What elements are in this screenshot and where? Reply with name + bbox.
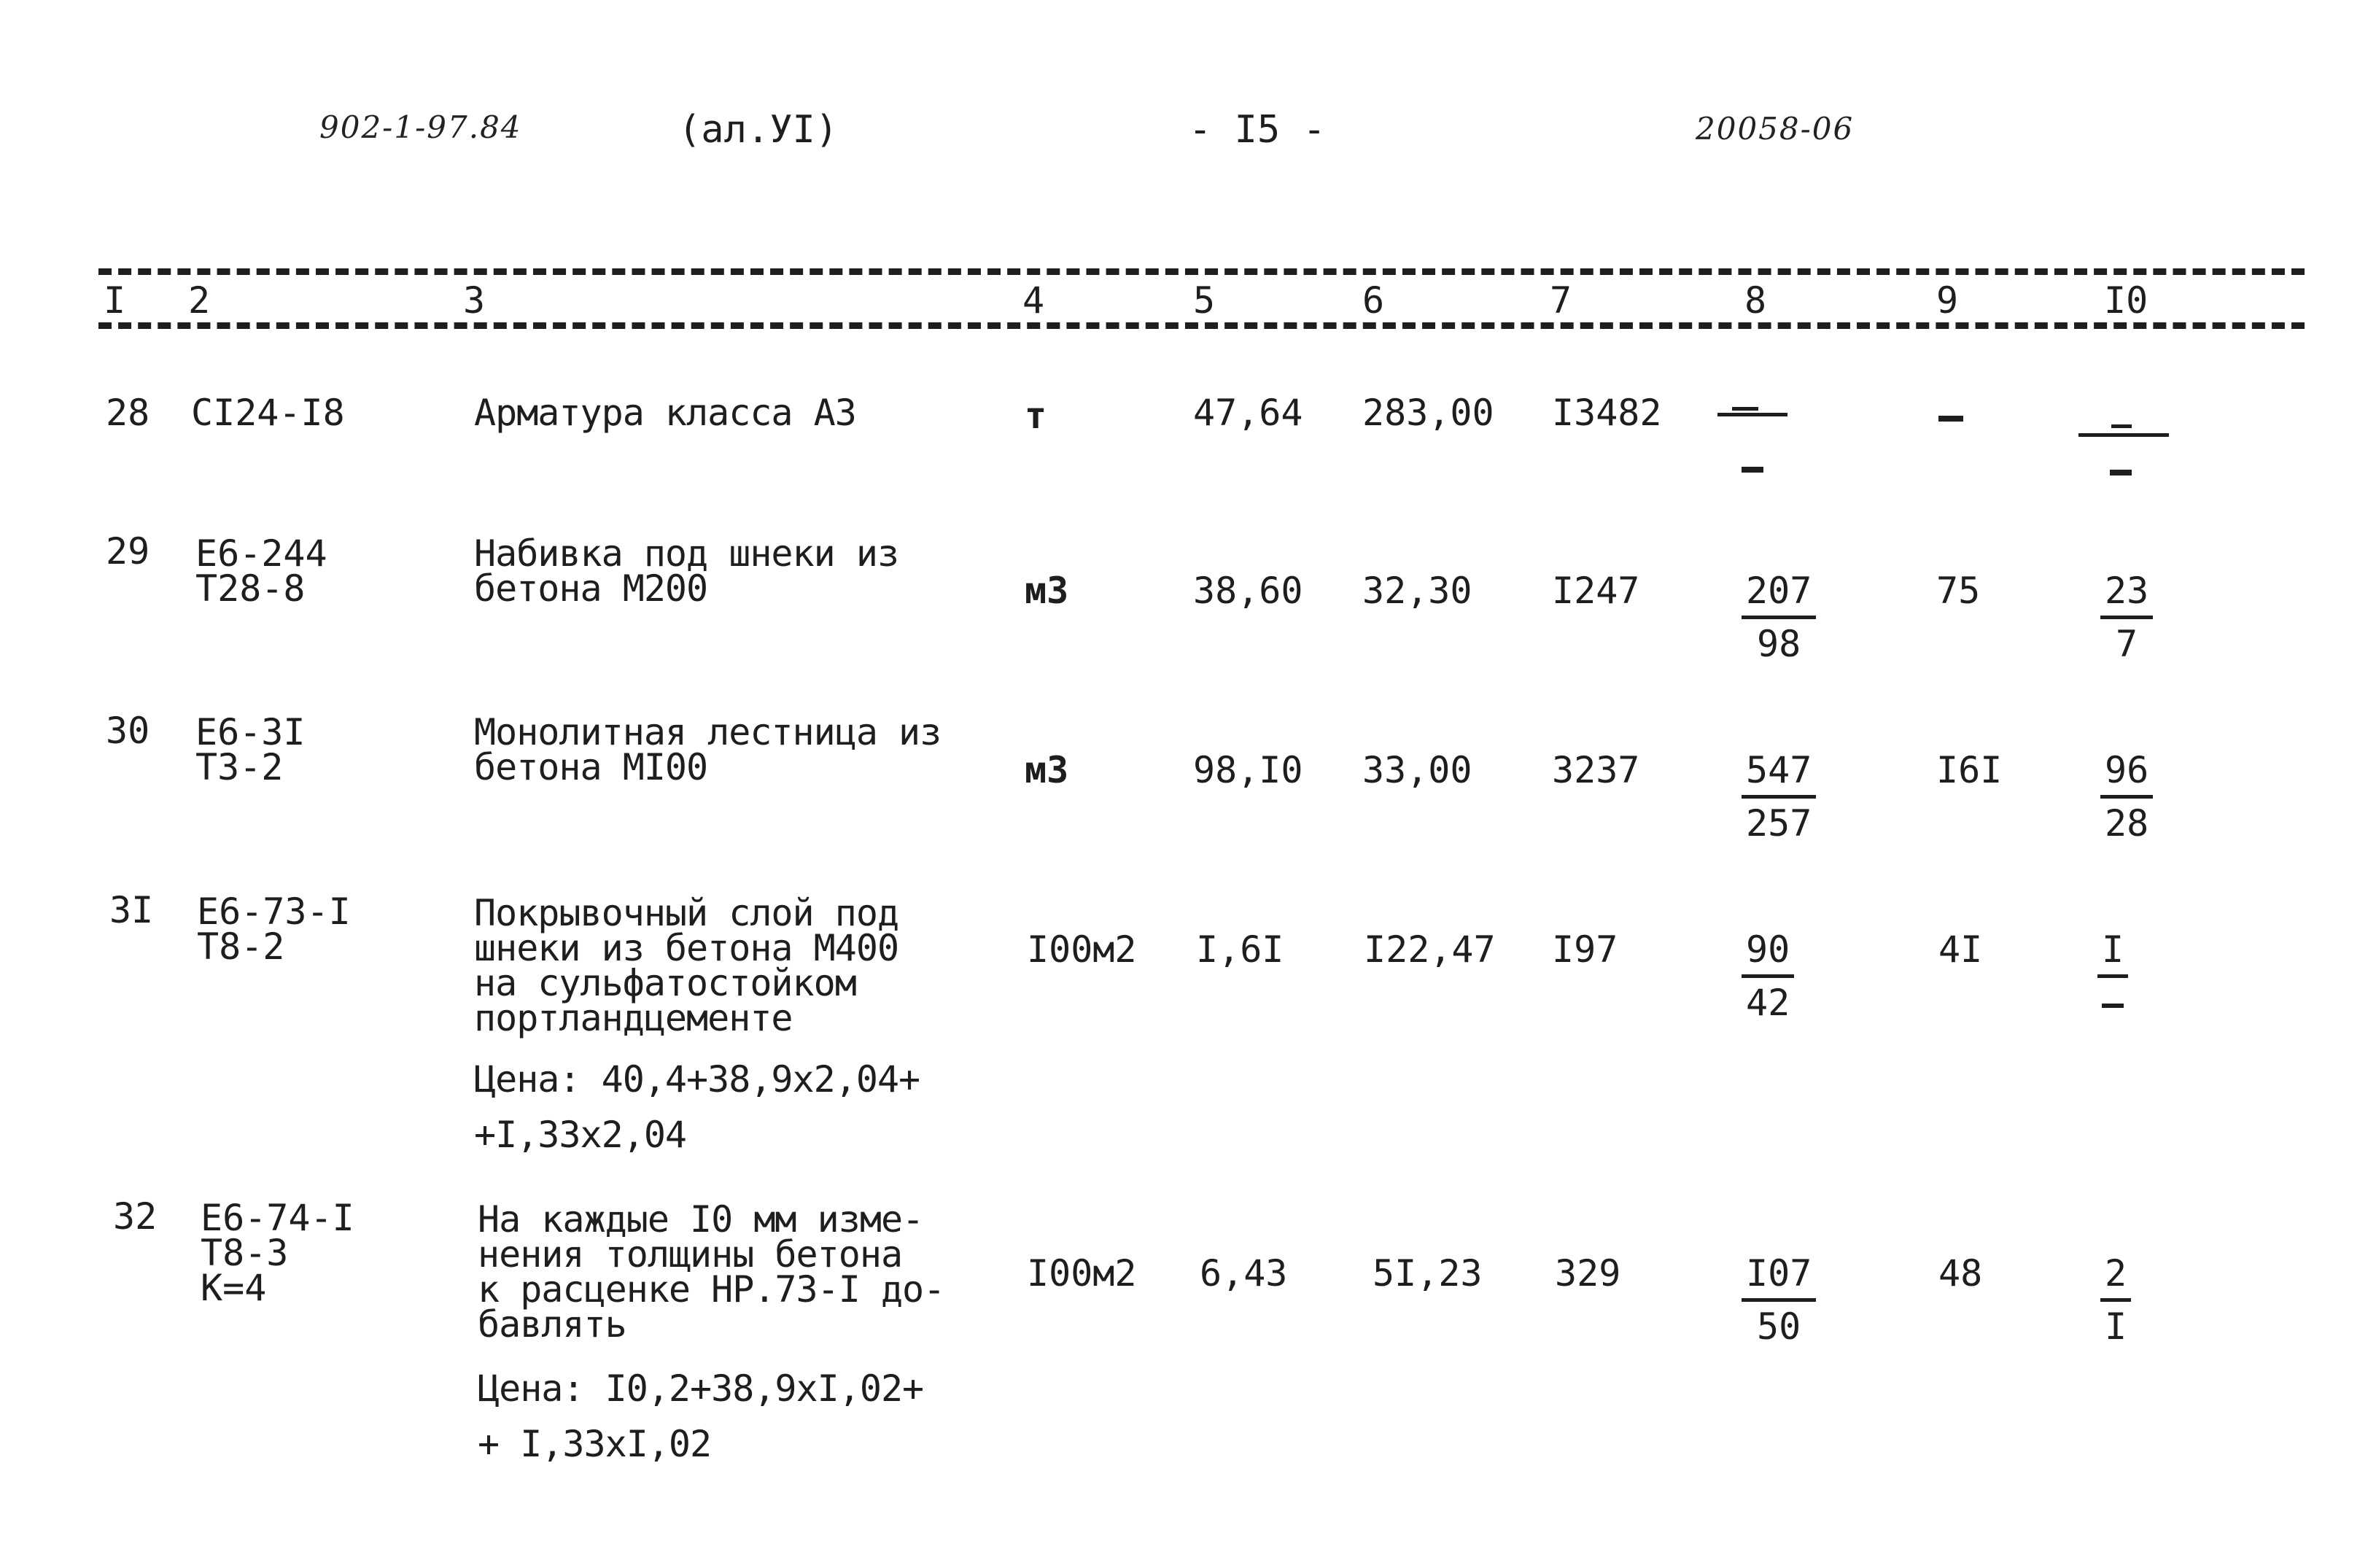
row-32-col9: 48 (1938, 1252, 1983, 1295)
row-29-description-line-2: бетона М200 (474, 567, 708, 610)
row-30-total: 3237 (1552, 749, 1640, 791)
row-32-description-line-4: бавлять (478, 1303, 626, 1346)
row-30-quantity: 98,I0 (1193, 749, 1303, 791)
row-31-col10-fraction (2097, 928, 2128, 1022)
row-32-col8-denominator: 50 (1757, 1305, 1801, 1348)
row-29-col10-denominator: 7 (2116, 623, 2138, 665)
row-29-code (195, 532, 327, 610)
row-31-description-line-1: Покрывочный слой под (474, 892, 899, 934)
row-31-col8-fraction (1742, 928, 1794, 1024)
document-code-handwritten: 902-1-97.84 (319, 109, 522, 145)
row-29-col10-fraction (2100, 572, 2153, 663)
row-31-unit: I00м2 (1027, 928, 1137, 971)
row-28-col10-bottom-dash (2110, 470, 2132, 476)
row-29-col9: 75 (1936, 570, 1981, 612)
row-32-description-line-3: к расценке НР.73-I до- (478, 1268, 945, 1311)
row-29-description (474, 532, 899, 610)
row-31-description-line-4: портландцементе (474, 997, 793, 1039)
row-30-code (195, 711, 306, 788)
row-31-number: 3I (109, 889, 154, 931)
row-30-description-line-2: бетона МI00 (474, 746, 708, 788)
row-30-col8-numerator: 547 (1742, 751, 1816, 799)
column-header-4: 4 (1022, 279, 1045, 322)
row-32-col10-fraction (2100, 1254, 2131, 1346)
row-31-col10-denominator (2097, 978, 2128, 1022)
row-32-description-line-1: На каждые I0 мм изме- (478, 1198, 924, 1241)
header-rule-bottom (98, 322, 2305, 329)
row-32-code-line-3: К=4 (201, 1267, 267, 1309)
document-number-handwritten: 20058-06 (1696, 111, 1855, 147)
row-28-col8-bottom-dash (1742, 467, 1763, 473)
row-31-quantity: I,6I (1196, 928, 1284, 971)
row-29-code-line-1: Е6-244 (195, 532, 327, 575)
row-28-col10-fraction-bar (2078, 433, 2169, 437)
row-30-description (474, 711, 942, 788)
row-29-col8-denominator: 98 (1757, 623, 1801, 665)
row-32-formula-line-1: Цена: I0,2+38,9хI,02+ (478, 1367, 924, 1410)
row-29-col8-numerator: 207 (1742, 572, 1816, 619)
row-30-col10-fraction (2100, 749, 2153, 845)
row-31-description (474, 892, 899, 1039)
row-31-col10-numerator: I (2097, 931, 2128, 978)
row-31-col9: 4I (1938, 928, 1983, 971)
column-header-6: 6 (1362, 279, 1385, 322)
row-31-code (197, 890, 351, 968)
row-28-col8-top-dash (1732, 407, 1758, 411)
row-31-formula-line-2: +I,33х2,04 (474, 1114, 687, 1156)
column-header-2: 2 (188, 279, 211, 322)
row-28-col9-dash (1938, 416, 1963, 422)
row-28-number: 28 (106, 392, 150, 434)
row-28-total: I3482 (1552, 392, 1662, 434)
row-32-price-formula (478, 1361, 923, 1472)
row-28-unit: т (1025, 395, 1047, 437)
row-31-col10-dash (2102, 1004, 2124, 1008)
row-32-description-line-2: нения толщины бетона (478, 1233, 903, 1276)
row-31-code-line-1: Е6-73-I (197, 890, 351, 933)
page-number: - I5 - (1189, 108, 1326, 152)
row-31-formula-line-1: Цена: 40,4+38,9х2,04+ (474, 1058, 920, 1101)
row-32-col10-numerator: 2 (2100, 1254, 2131, 1302)
row-31-price: I22,47 (1364, 928, 1496, 971)
header-rule-top (98, 268, 2305, 275)
column-header-10: I0 (2104, 279, 2148, 322)
row-30-code-line-2: Т3-2 (195, 746, 284, 788)
row-31-col8-numerator: 90 (1742, 931, 1794, 978)
column-header-7: 7 (1550, 279, 1572, 322)
row-28-code: CI24-I8 (191, 392, 345, 434)
row-30-col8-fraction (1742, 749, 1816, 845)
row-30-col10-denominator: 28 (2105, 802, 2149, 845)
column-header-5: 5 (1193, 279, 1216, 322)
column-header-8: 8 (1744, 279, 1767, 322)
row-29-quantity: 38,60 (1193, 570, 1303, 612)
row-30-code-line-1: Е6-3I (195, 711, 306, 753)
row-32-col8-fraction (1742, 1254, 1816, 1346)
row-30-col9: I6I (1936, 749, 2003, 791)
row-32-code-line-1: Е6-74-I (201, 1197, 354, 1239)
row-32-total: 329 (1555, 1252, 1621, 1295)
row-29-unit: м3 (1025, 570, 1069, 612)
row-29-description-line-1: Набивка под шнеки из (474, 532, 899, 575)
row-30-col10-numerator: 96 (2100, 751, 2153, 799)
row-30-col8-denominator: 257 (1746, 802, 1812, 845)
row-31-price-formula (474, 1052, 920, 1163)
row-32-col8-numerator: I07 (1742, 1254, 1816, 1302)
row-30-description-line-1: Монолитная лестница из (474, 711, 942, 753)
row-32-unit: I00м2 (1027, 1252, 1137, 1295)
row-31-description-line-3: на сульфатостойком (474, 962, 856, 1004)
row-28-price: 283,00 (1362, 392, 1494, 434)
row-31-total: I97 (1552, 928, 1618, 971)
row-32-description (478, 1198, 945, 1346)
row-31-description-line-2: шнеки из бетона М400 (474, 927, 899, 969)
row-29-col10-numerator: 23 (2100, 572, 2153, 619)
column-header-1: I (104, 279, 126, 322)
album-label: (ал.УI) (678, 108, 839, 152)
row-29-total: I247 (1552, 570, 1640, 612)
row-32-number: 32 (113, 1195, 158, 1238)
row-29-code-line-2: Т28-8 (195, 567, 306, 610)
row-32-quantity: 6,43 (1200, 1252, 1288, 1295)
row-32-code (201, 1197, 354, 1309)
row-30-unit: м3 (1025, 749, 1069, 791)
row-31-code-line-2: Т8-2 (197, 925, 285, 968)
row-29-col8-fraction (1742, 572, 1816, 663)
row-32-formula-line-2: + I,33хI,02 (478, 1423, 712, 1465)
row-28-col8-fraction-bar (1717, 413, 1787, 416)
row-28-col10-top-dash (2111, 424, 2132, 428)
column-header-9: 9 (1936, 279, 1959, 322)
row-28-quantity: 47,64 (1193, 392, 1303, 434)
column-header-3: 3 (463, 279, 486, 322)
row-32-code-line-2: Т8-3 (201, 1232, 289, 1274)
row-31-col8-denominator: 42 (1746, 982, 1790, 1024)
row-32-price: 5I,23 (1373, 1252, 1483, 1295)
row-30-number: 30 (106, 710, 150, 752)
row-29-number: 29 (106, 530, 150, 573)
row-32-col10-denominator: I (2105, 1305, 2127, 1348)
row-28-description: Арматура класса А3 (474, 392, 856, 434)
row-29-price: 32,30 (1362, 570, 1472, 612)
row-30-price: 33,00 (1362, 749, 1472, 791)
